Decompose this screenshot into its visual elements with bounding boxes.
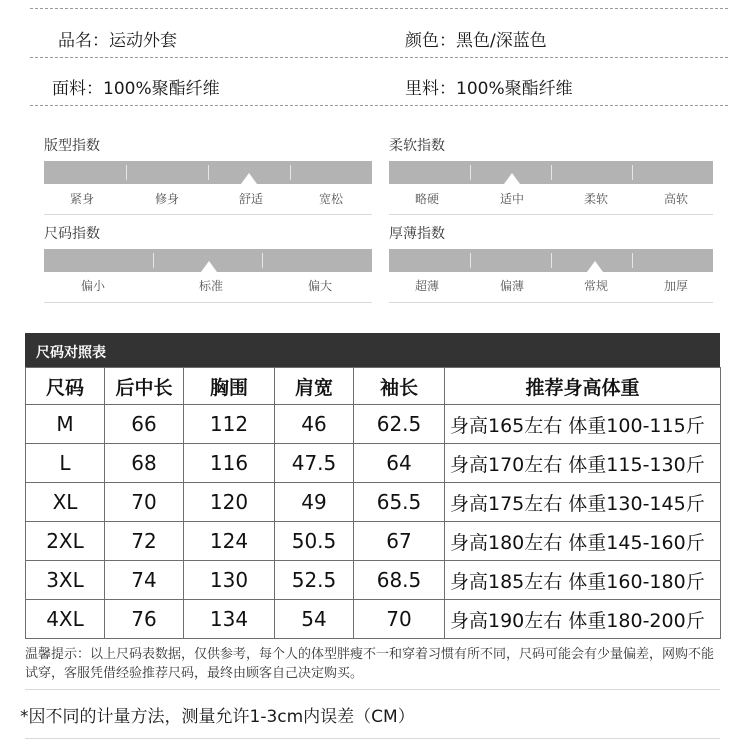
header-sleeve: 袖长 xyxy=(354,368,445,405)
fit-index-marker xyxy=(241,173,257,184)
measurement-note: *因不同的计量方法，测量允许1-3cm内误差（CM） xyxy=(20,707,415,727)
cell-back-length: 72 xyxy=(105,522,184,561)
cell-size: XL xyxy=(26,483,105,522)
cell-size: L xyxy=(26,444,105,483)
cell-chest: 130 xyxy=(184,561,275,600)
cell-chest: 134 xyxy=(184,600,275,639)
thickness-index-title: 厚薄指数 xyxy=(389,226,445,242)
product-fabric: 面料：100%聚酯纤维 xyxy=(52,79,220,99)
cell-back-length: 66 xyxy=(105,405,184,444)
divider-bottom xyxy=(30,105,728,106)
size-index-title: 尺码指数 xyxy=(44,226,100,242)
header-shoulder: 肩宽 xyxy=(275,368,354,405)
cell-back-length: 70 xyxy=(105,483,184,522)
cell-size: 2XL xyxy=(26,522,105,561)
cell-recommendation: 身高165左右 体重100-115斤 xyxy=(445,405,721,444)
cell-shoulder: 54 xyxy=(275,600,354,639)
fit-label-2: 修身 xyxy=(154,192,180,206)
thickness-label-2: 偏薄 xyxy=(499,279,525,293)
header-recommendation: 推荐身高体重 xyxy=(445,368,721,405)
cell-recommendation: 身高190左右 体重180-200斤 xyxy=(445,600,721,639)
table-row xyxy=(26,600,721,639)
size-table-title: 尺码对照表 xyxy=(36,345,106,361)
softness-label-1: 略硬 xyxy=(414,192,440,206)
cell-size: 3XL xyxy=(26,561,105,600)
table-row xyxy=(26,444,721,483)
cell-sleeve: 67 xyxy=(354,522,445,561)
table-row xyxy=(26,483,721,522)
cell-shoulder: 50.5 xyxy=(275,522,354,561)
thickness-label-1: 超薄 xyxy=(414,279,440,293)
size-label-3: 偏大 xyxy=(307,279,333,293)
softness-label-3: 柔软 xyxy=(583,192,609,206)
softness-index-title: 柔软指数 xyxy=(389,138,445,154)
softness-index-bar xyxy=(389,161,713,184)
size-table-header-row xyxy=(26,368,721,405)
table-row xyxy=(26,561,721,600)
header-back-length: 后中长 xyxy=(105,368,184,405)
cell-shoulder: 47.5 xyxy=(275,444,354,483)
fit-label-4: 宽松 xyxy=(318,192,344,206)
thickness-index-marker xyxy=(587,261,603,272)
thickness-index-bar xyxy=(389,249,713,272)
size-table-header-bar xyxy=(25,333,720,367)
fit-index-title: 版型指数 xyxy=(44,138,100,154)
cell-size: M xyxy=(26,405,105,444)
cell-back-length: 68 xyxy=(105,444,184,483)
size-index-marker xyxy=(201,261,217,272)
warm-tip: 温馨提示：以上尺码表数据，仅供参考，每个人的体型胖瘦不一和穿着习惯有所不同，尺码可能会有少量偏差，网购不能试穿，客服凭借经验推荐尺码，最终由顾客自己决定购买。 xyxy=(25,647,715,681)
fit-label-3: 舒适 xyxy=(238,192,264,206)
size-label-2: 标准 xyxy=(198,279,224,293)
size-label-1: 偏小 xyxy=(80,279,106,293)
thickness-label-4: 加厚 xyxy=(663,279,689,293)
cell-recommendation: 身高175左右 体重130-145斤 xyxy=(445,483,721,522)
cell-recommendation: 身高180左右 体重145-160斤 xyxy=(445,522,721,561)
cell-chest: 112 xyxy=(184,405,275,444)
thickness-label-3: 常规 xyxy=(583,279,609,293)
cell-recommendation: 身高185左右 体重160-180斤 xyxy=(445,561,721,600)
cell-shoulder: 46 xyxy=(275,405,354,444)
cell-back-length: 74 xyxy=(105,561,184,600)
cell-sleeve: 70 xyxy=(354,600,445,639)
cell-chest: 120 xyxy=(184,483,275,522)
header-chest: 胸围 xyxy=(184,368,275,405)
fit-index-bar xyxy=(44,161,372,184)
product-lining: 里料：100%聚酯纤维 xyxy=(405,79,573,99)
softness-label-4: 高软 xyxy=(663,192,689,206)
divider-top xyxy=(30,8,728,9)
cell-sleeve: 64 xyxy=(354,444,445,483)
cell-recommendation: 身高170左右 体重115-130斤 xyxy=(445,444,721,483)
table-row xyxy=(26,522,721,561)
softness-label-2: 适中 xyxy=(499,192,525,206)
size-table xyxy=(25,367,721,639)
cell-sleeve: 68.5 xyxy=(354,561,445,600)
cell-shoulder: 52.5 xyxy=(275,561,354,600)
product-name: 品名：运动外套 xyxy=(58,31,177,51)
cell-chest: 116 xyxy=(184,444,275,483)
cell-size: 4XL xyxy=(26,600,105,639)
header-size: 尺码 xyxy=(26,368,105,405)
cell-chest: 124 xyxy=(184,522,275,561)
fit-label-1: 紧身 xyxy=(69,192,95,206)
cell-shoulder: 49 xyxy=(275,483,354,522)
softness-index-marker xyxy=(504,173,520,184)
cell-sleeve: 62.5 xyxy=(354,405,445,444)
table-row xyxy=(26,405,721,444)
product-color: 颜色：黑色/深蓝色 xyxy=(405,31,547,51)
cell-back-length: 76 xyxy=(105,600,184,639)
divider-middle xyxy=(30,57,728,58)
cell-sleeve: 65.5 xyxy=(354,483,445,522)
size-index-bar xyxy=(44,249,372,272)
